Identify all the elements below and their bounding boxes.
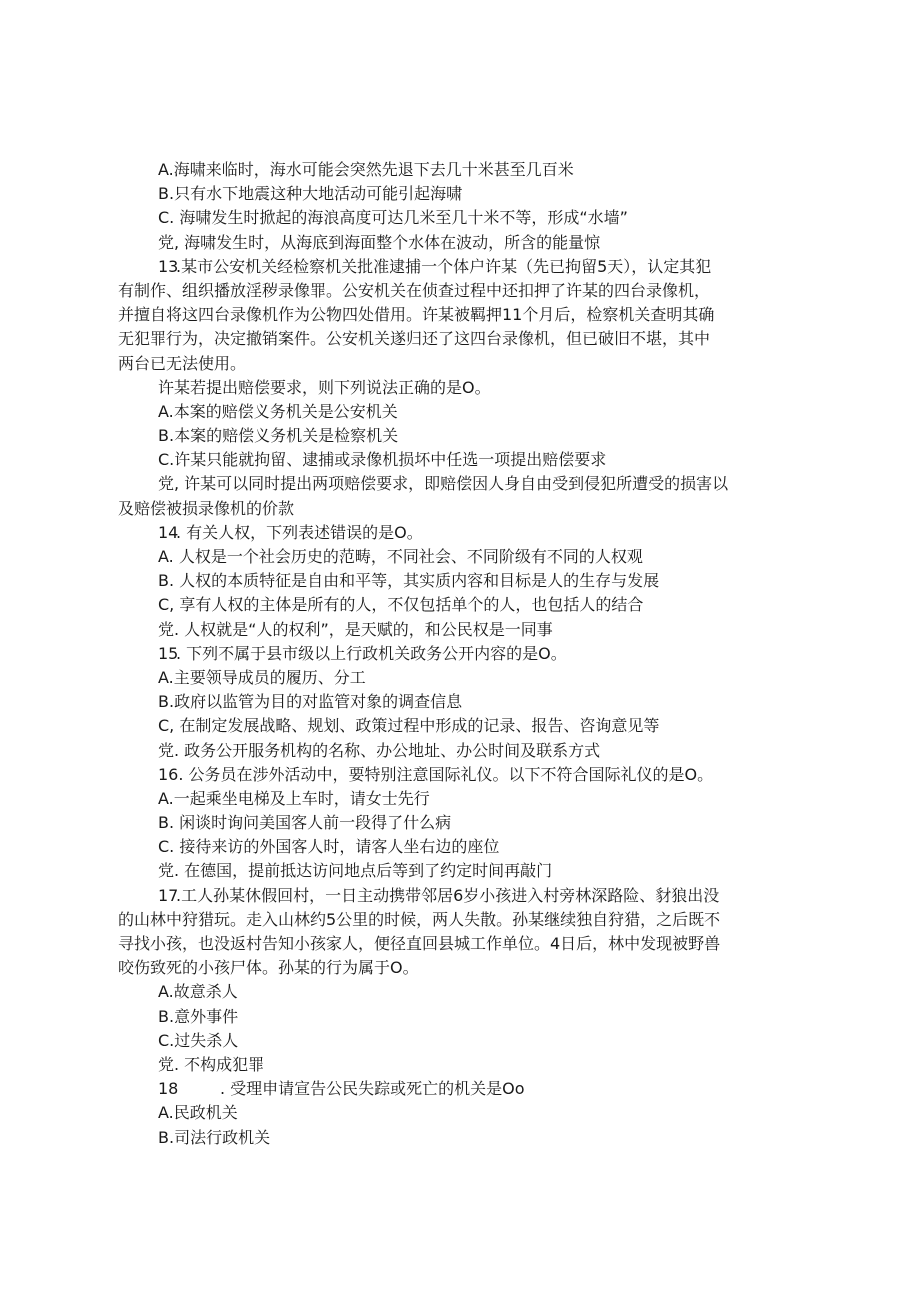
q13-option-d-line-2: 及赔偿被损录像机的价款: [118, 498, 295, 518]
q13-option-b: B.本案的赔偿义务机关是检察机关: [158, 426, 399, 446]
q13-stem-line-3: 并擅自将这四台录像机作为公物四处借用。许某被羁押11个月后，检察机关查明其确: [118, 305, 715, 325]
q17-option-b: B.意外事件: [158, 1006, 239, 1026]
q15-option-a: A.主要领导成员的履历、分工: [158, 667, 366, 687]
q13-option-c: C.许某只能就拘留、逮捕或录像机损坏中任选一项提出赔偿要求: [158, 450, 607, 470]
q14-option-b: B. 人权的本质特征是自由和平等，其实质内容和目标是人的生存与发展: [158, 571, 660, 591]
q18-stem: 18 . 受理申请宣告公民失踪或死亡的机关是Oo: [158, 1079, 525, 1099]
q17-stem-line-1: 17.工人孙某休假回村，一日主动携带邻居6岁小孩进入村旁林深路险、豺狼出没: [158, 885, 720, 905]
document-body: [118, 158, 814, 1150]
q13-option-d-line-1: 党, 许某可以同时提出两项赔偿要求，即赔偿因人身自由受到侵犯所遭受的损害以: [158, 474, 729, 494]
q14-option-c: C, 享有人权的主体是所有的人，不仅包括单个的人，也包括人的结合: [158, 595, 644, 615]
q14-option-a: A. 人权是一个社会历史的范畴，不同社会、不同阶级有不同的人权观: [158, 547, 643, 566]
q16-option-d: 党. 在德国，提前抵达访问地点后等到了约定时间再敲门: [158, 861, 553, 881]
q17-stem-line-2: 的山林中狩猎玩。走入山林约5公里的时候，两人失散。孙某继续独自狩猎，之后既不: [118, 909, 721, 929]
q12-option-d: 党, 海啸发生时，从海底到海面整个水体在波动，所含的能量惊: [158, 232, 601, 252]
q12-option-a: A.海啸来临时，海水可能会突然先退下去几十米甚至几百米: [158, 160, 574, 179]
q13-stem-line-4: 无犯罪行为，决定撤销案件。公安机关遂归还了这四台录像机，但已破旧不堪，其中: [118, 329, 711, 349]
q17-option-c: C.过失杀人: [158, 1030, 239, 1050]
q13-option-a: A.本案的赔偿义务机关是公安机关: [158, 401, 398, 421]
q12-option-b: B.只有水下地震这种大地活动可能引起海啸: [158, 184, 463, 204]
q15-stem: 15. 下列不属于县市级以上行政机关政务公开内容的是O。: [158, 643, 567, 663]
q14-option-d: 党. 人权就是“人的权利”，是天赋的，和公民权是一同事: [158, 619, 553, 639]
q16-stem: 16. 公务员在涉外活动中，要特别注意国际礼仪。以下不符合国际礼仪的是O。: [158, 764, 714, 784]
q14-stem: 14. 有关人权，下列表述错误的是O。: [158, 522, 423, 542]
q17-stem-line-4: 咬伤致死的小孩尸体。孙某的行为属于O。: [118, 958, 419, 978]
q13-stem-line-2: 有制作、组织播放淫秽录像罪。公安机关在侦查过程中还扣押了许某的四台录像机，: [118, 280, 711, 300]
q13-stem-line-1: 13.某市公安机关经检察机关批准逮捕一个体户许某（先已拘留5天），认定其犯: [158, 256, 712, 276]
q17-option-d: 党. 不构成犯罪: [158, 1054, 265, 1074]
q18-option-b: B.司法行政机关: [158, 1127, 271, 1147]
q18-option-a: A.民政机关: [158, 1103, 238, 1123]
q12-option-c: C. 海啸发生时掀起的海浪高度可达几米至几十米不等，形成“水墙”: [158, 208, 628, 228]
q13-stem-line-5: 两台已无法使用。: [118, 353, 247, 373]
q16-option-c: C. 接待来访的外国客人时，请客人坐右边的座位: [158, 837, 500, 857]
q17-stem-line-3: 寻找小孩，也没返村告知小孩家人，便径直回县城工作单位。4日后，林中发现被野兽: [118, 934, 721, 953]
q16-option-a: A.一起乘坐电梯及上车时，请女士先行: [158, 788, 430, 808]
q15-option-d: 党. 政务公开服务机构的名称、办公地址、办公时间及联系方式: [158, 740, 601, 760]
q15-option-c: C, 在制定发展战略、规划、政策过程中形成的记录、报告、咨询意见等: [158, 716, 660, 736]
q13-question: 许某若提出赔偿要求，则下列说法正确的是O。: [158, 377, 491, 397]
q17-option-a: A.故意杀人: [158, 982, 238, 1002]
q16-option-b: B. 闲谈时询问美国客人前一段得了什么病: [158, 813, 452, 833]
q15-option-b: B.政府以监管为目的对监管对象的调查信息: [158, 692, 463, 712]
